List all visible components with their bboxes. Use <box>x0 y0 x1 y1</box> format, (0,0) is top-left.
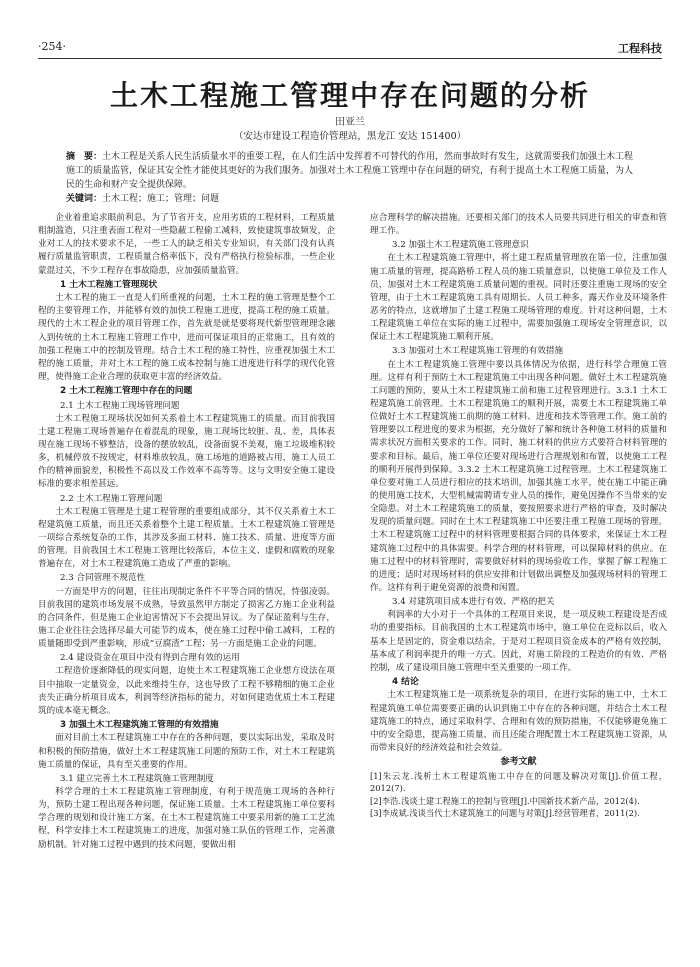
subsection-heading: 2.4 建设资金在项目中没有得到合理有效的运用 <box>60 653 240 664</box>
section-heading: 2 土木工程施工管理中存在的问题 <box>60 386 193 397</box>
page-number: ·254· <box>38 40 66 53</box>
paragraph: 企业着重追求眼前利息，为了节省开支，应用劣质的工程材料，工程质量粗制滥造，只注重表面工程对一些隐蔽工程偷工减料，致使建筑事故频发，企业对工人的技术要求不足，一些工人的缺乏相关专业知识，有关部门没有认真履行质量监管职责，工程质量合格率低下，没有严格执行检验标准，一些企业蒙混过关，不少工程存在事故隐患，应加强质量监管。 <box>38 213 335 276</box>
keywords-label: 关键词： <box>66 194 103 204</box>
section-heading: 1 土木工程施工管理现状 <box>60 279 158 290</box>
references-title: 参考文献 <box>500 757 537 768</box>
journal-section: 工程科技 <box>618 42 662 55</box>
left-column <box>38 212 335 852</box>
reference-item: [1]朱云龙.浅析土木工程建筑施工中存在的问题及解决对策[J].价值工程，2012(7). <box>370 770 667 794</box>
paragraph: 科学合理的土木工程建筑施工管理制度，有利于规范施工现场的各种行为，预防土建工程出现各种问题，保证施工质量。土木工程建筑施工单位要科学合理的规划和设计施工方案，在土木工程建筑施工中要采用新的施工工艺流程，科学安排土木工程建筑施工的进度，加强对施工队伍的管理工作，完善激励机制。针对施工过程中遇到的技术问题，要做出相 <box>38 786 335 850</box>
subsection-heading: 3.3 加强对土木工程建筑施工管理的有效措施 <box>392 346 564 357</box>
affiliation: （安达市建设工程造价管理站，黑龙江 安达 151400） <box>233 131 467 142</box>
paragraph: 土木工程施工现场状况如何关系着土木工程建筑施工的质量。而目前我国土建工程施工现场普遍存在着混乱的现象，施工现场比较脏、乱、差，具体表现在施工现场不够整洁，设备的摆放较乱，设备面貌不美观，施工垃圾堆积较多，机械停放不按规定，材料堆放较乱，施工场地的道路被占用，施工人员工作的精神面貌差，积极性不高以及工作效率不高等等。这与文明安全施工建设标准的要求相差甚远。 <box>38 413 335 490</box>
right-column <box>370 212 667 820</box>
author: 田亚兰 <box>335 117 365 128</box>
abstract-text: 土木工程是关系人民生活质量水平的重要工程，在人们生活中发挥着不可替代的作用，然而事故时有发生，这就需要我们加强土木工程施工的质量监管，保证其安全性才能使其更好的为我们服务。加强对土木工程施工管理中存在问题的研究，有利于提高土木工程施工质量，为人民的生命和财产安全提供保障。 <box>66 152 634 190</box>
paragraph: 土木工程施工管理是土建工程管理的重要组成部分，其不仅关系着土木工程建筑施工质量，而且还关系着整个土建工程质量。土木工程建筑施工管理是一项综合系统复杂的工作，其涉及多面工材料、施工技术、质量、进度等方面的管理。目前我国土木工程施工管理比较落后，本位主义、虚假和腐败的现象普遍存在，对土木工程建筑施工造成了严重的影响。 <box>38 506 335 570</box>
subsection-heading: 2.2 土木工程施工管理问题 <box>60 493 163 504</box>
section-heading: 4 结论 <box>392 676 419 687</box>
paragraph: 土木工程建筑施工是一项系统复杂的项目，在进行实际的施工中，土木工程建筑施工单位需要要正确的认识到施工中存在的各种问题，并结合土木工程建筑施工的特点，通过采取科学、合理和有效的预防措施，不仅能够避免施工中的安全隐患，提高施工质量，而且还能合理配置土木工程建筑施工资源，从而带来良好的经济效益和社会效益。 <box>370 690 667 753</box>
subsection-heading: 2.1 土木工程施工现场管理问题 <box>60 400 180 411</box>
subsection-heading: 3.2 加强土木工程建筑施工管理意识 <box>392 240 529 251</box>
subsection-heading: 2.3 合同管理不规范性 <box>60 573 146 584</box>
reference-item: [2]李浩.浅谈土建工程施工的控制与管理[J].中国新技术新产品，2012(4). <box>370 795 640 806</box>
subsection-heading: 3.4 对建筑项目成本进行有效、严格的把关 <box>392 597 555 608</box>
keywords-text: 土木工程；施工；管理；问题 <box>102 194 220 204</box>
reference-item: [3]李成斌.浅谈当代土木建筑施工的问题与对策[J].经营管理者，2011(2). <box>370 808 640 819</box>
abstract-label: 摘 要： <box>66 152 103 162</box>
paragraph: 在土木工程建筑施工管理中，将土建工程质量管理放在第一位，注重加强施工质量的管理，提高路桥工程人员的施工质量意识，以使施工单位及工作人员，加强对土木工程建筑施工质量问题的重视。同时还要注重施工现场的安全管理，由于土木工程建筑施工具有周期长、人员工种多，露天作业及环境条件恶劣的特点，这就增加了土建工程施工现场管理的难度。针对这种问题，土木工程建筑施工单位在实际的施工过程中，需要加强施工现场安全管理意识，以保证土木工程建筑施工顺利开展。 <box>370 253 667 343</box>
subsection-heading: 3.1 建立完善土木工程建筑施工管理制度 <box>60 773 214 784</box>
paragraph: 利润率的大小对于一个具体的工程项目来说，是一项反映工程建设是否成功的重要指标。目前我国的土木工程建筑市场中，施工单位在竞标以后，收入基本上是固定的，资金难以结余，于是对工程项目资金成本的严格有效控制，基本成了利润率提升的唯一方式。因此，对施工阶段的工程造价的有效、严格控制，成了建设项目施工管理中至关重要的一项工作。 <box>370 610 667 673</box>
paragraph: 应合理科学的解决措施。还要相关部门的技术人员要共同进行相关的审查和管理工作。 <box>370 213 667 237</box>
abstract <box>66 151 634 193</box>
keywords <box>66 191 634 204</box>
paragraph: 土木工程的施工一直是人们所重视的问题，土木工程的施工管理是整个工程的主要管理工作，并能够有效的加快工程施工进度，提高工程的施工质量。现代的土木工程企业的项目管理工作，首先就是就是要将现代新型管理理念融入到传统的土木工程施工管理工作中，进而可保证项目的正常施工，且有效的加强工程施工中的控制及管理。结合土木工程的施工特性，应重视加强土木工程的施工质量，并对土木工程的施工成本控制与施工进度进行科学的现代化管理，使得施工企业合理的获取更丰富的经济效益。 <box>38 293 335 382</box>
header-rule <box>38 58 662 59</box>
paragraph: 一方面是甲方的问题，往往出现制定条件不平等合同的情况，恃强凌弱。目前我国的建筑市场发展不成熟，导致虽然甲方制定了损害乙方施工企业利益的合同条件，但是施工企业迫害情况下不会提出异议。为了保证盈利与生存，施工企业往往会选择尽最大可能节约成本，使在施工过程中偷工减料，工程的质量随即受到严重影响，形成“豆腐渣”工程；另一方面是施工企业的问题。 <box>38 586 335 650</box>
running-header <box>38 40 662 56</box>
paragraph: 在土木工程建筑施工管理中要以具体情况为依据，进行科学合理施工管理。这样有利于预防土木工程建筑施工中出现各种问题。做好土木工程建筑施工问题的预防，要从土木工程建筑施工前和施工过程管理进行。3.3.1 土木工程建筑施工前管理。土木工程建筑施工的顺利开展，需要土木工程建筑施工单位做好土木工程建筑施工前期的施工材料、进度和技术等管理工作。施工前的管理要以工程进度的要求为根据，充分做好了解和统计各种施工材料的质量和需求状况方面相关要求的工作。同时，施工材料的供应方式要符合材料管理的要求和目标。最后，施工单位还要对现场进行合理规划和布置，以使施工工程的顺利开展得到保障。3.3.2 土木工程建筑施工过程管理。土木工程建筑施工单位要对施工人员进行相应的技术培训，加强其施工水平，使在施工中能正确的使用施工技术，大型机械需聘请专业人员的操作，避免因操作不当带来的安全隐患。对土木工程建筑施工的质量，要按照要求进行严格的审查，及时解决发现的质量问题。同时在土木工程建筑施工中还要注重工程施工现场的管理。土木工程建筑施工过程中的材料管理要根据合同的具体要求，来保证土木工程建筑施工过程中的具体需要。科学合理的材料管理，可以保障材料的供应。在施工过程中的材料管理时，需要做好材料的现场验收工作，掌握了解工程施工的进度；适时对现场材料的供应安排和计划做出调整及加强现场材料的管理工作。这样有利于避免资源的浪费和闲置。 <box>370 359 667 593</box>
article-title: 土木工程施工管理中存在问题的分析 <box>109 79 590 112</box>
section-heading: 3 加强土木工程建筑施工管理的有效措施 <box>60 719 219 730</box>
paragraph: 工程造价逐渐降低的现实问题，迫使土木工程建筑施工企业想方设法在项目中抽取一定量资金，以此来维持生存，这也导致了工程不够精细的施工企业丧失正确分析项目成本，利润等经济指标的能力，对如何建造优质土木工程建筑的成本毫无概念。 <box>38 666 335 716</box>
paragraph: 面对目前土木工程建筑施工中存在的各种问题，要以实际出发，采取及时和积极的预防措施，做好土木工程建筑施工问题的预防工作，对土木工程建筑施工质量的保证，具有至关重要的作用。 <box>38 733 335 770</box>
